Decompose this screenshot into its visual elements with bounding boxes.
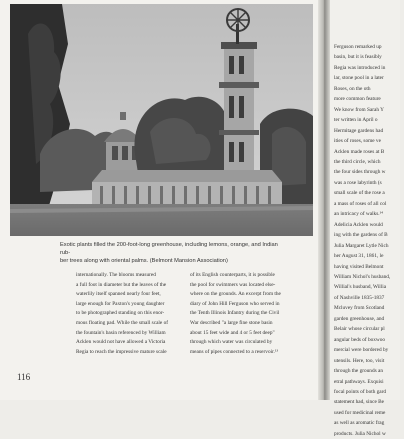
- text-line: Ferguson remarked up: [334, 44, 382, 50]
- text-line: the fountain's basin referenced by William: [76, 329, 166, 336]
- text-line: Mcluvey from Scotland: [334, 305, 385, 312]
- text-line: Belair whose circular pl: [334, 326, 385, 333]
- text-line: Adelicia Acklen would: [334, 221, 383, 228]
- text-line: diary of John Hill Ferguson who served in: [190, 300, 280, 307]
- text-line: basin, but it is feasibly: [334, 54, 382, 61]
- text-line: a mass of roses of all col: [334, 200, 387, 207]
- text-line: large enough for Paxton's young daughter: [76, 300, 165, 307]
- caption-line: ber trees along with oriental palms. (Belmont Mansion Association): [60, 258, 228, 264]
- text-line: ing with the gardens of B: [334, 232, 388, 239]
- photo-caption: [60, 241, 288, 265]
- text-line: as well as aromatic frag: [334, 420, 385, 427]
- text-line: more common feature: [334, 96, 381, 103]
- text-line: through the grounds an: [334, 368, 383, 375]
- text-line: Willial's husband, Willia: [334, 284, 387, 291]
- text-line: the four sides through w: [334, 169, 386, 176]
- text-line: War described "a large fine stone basin: [190, 319, 273, 326]
- text-line: Acklen made roses at B: [334, 148, 385, 155]
- text-line: where on the grounds. An excerpt from the: [190, 291, 281, 298]
- text-line: Hermitage gardens had: [334, 127, 384, 134]
- text-line: to be photographed standing on this enor-: [76, 310, 165, 317]
- text-line: about 15 feet wide and 4 or 5 feet deep": [190, 329, 275, 336]
- text-line: lar, stone pool in a later: [334, 75, 384, 82]
- text-line: focal points of both gard: [334, 388, 387, 395]
- text-line: the third circle, which: [334, 158, 381, 165]
- text-line: internationally. The blooms measured: [76, 272, 156, 278]
- text-line: through which water was circulated by: [190, 339, 273, 346]
- right-page-column: [334, 42, 404, 439]
- greenhouse-photo-image: [10, 4, 313, 236]
- text-line: Julia Margaret Lytle Nich: [334, 242, 389, 249]
- text-line: of its English counterparts, it is possible: [190, 272, 275, 278]
- text-line: the pool for swimmers was located else-: [190, 281, 276, 288]
- body-column-right: [190, 271, 310, 357]
- book-gutter: [318, 0, 330, 400]
- text-line: a full foot in diameter but the leaves of the: [76, 281, 167, 288]
- text-line: waterlily itself spanned nearly four feet,: [76, 291, 161, 298]
- text-line: was a rose labyrinth (s: [334, 179, 382, 186]
- text-line: Regia to reach the impressive mature scale: [76, 348, 167, 355]
- right-page: [330, 0, 400, 437]
- text-line: garden greenhouse, and: [334, 315, 385, 322]
- text-line: utensils. Here, too, visit: [334, 357, 385, 364]
- text-line: Regia was introduced in: [334, 64, 386, 71]
- text-line: the Tenth Illinois Infantry during the Civil: [190, 310, 280, 317]
- text-line: ter written in April o: [334, 117, 378, 124]
- text-line: her August 31, 1861, le: [334, 253, 384, 260]
- text-line: mercial were bordered by: [334, 347, 389, 354]
- text-line: We know from Sarah Y: [334, 106, 384, 113]
- text-line: etral pathways. Exquisi: [334, 378, 384, 385]
- text-line: William Nichol's husband,: [334, 273, 391, 280]
- text-line: of Nashville 1835-1837: [334, 294, 385, 301]
- page-number: 116: [17, 372, 31, 382]
- text-line: means of pipes connected to a reservoir.¹³: [190, 348, 279, 355]
- text-line: used for medicinal reme: [334, 409, 386, 416]
- caption-line: Exotic plants filled the 200-foot-long greenhouse, including lemons, orange, and Indian rub-: [60, 242, 278, 256]
- text-line: mous floating pad. While the small scale of: [76, 319, 168, 326]
- text-line: angular beds of boxwoo: [334, 336, 386, 343]
- body-column-left: [76, 271, 182, 357]
- text-line: statement had, since Be: [334, 399, 385, 406]
- text-line: Acklen would not have allowed a Victoria: [76, 339, 166, 346]
- text-line: ities of roses, some ve: [334, 138, 381, 145]
- text-line: products. Julia Nichol w: [334, 430, 386, 437]
- text-line: Roses, on the oth: [334, 85, 371, 92]
- text-line: small scale of the rose a: [334, 190, 385, 197]
- text-line: an intricacy of walks.¹⁴: [334, 211, 384, 218]
- greenhouse-photograph: [10, 4, 313, 236]
- text-line: having visited Belmont: [334, 263, 384, 270]
